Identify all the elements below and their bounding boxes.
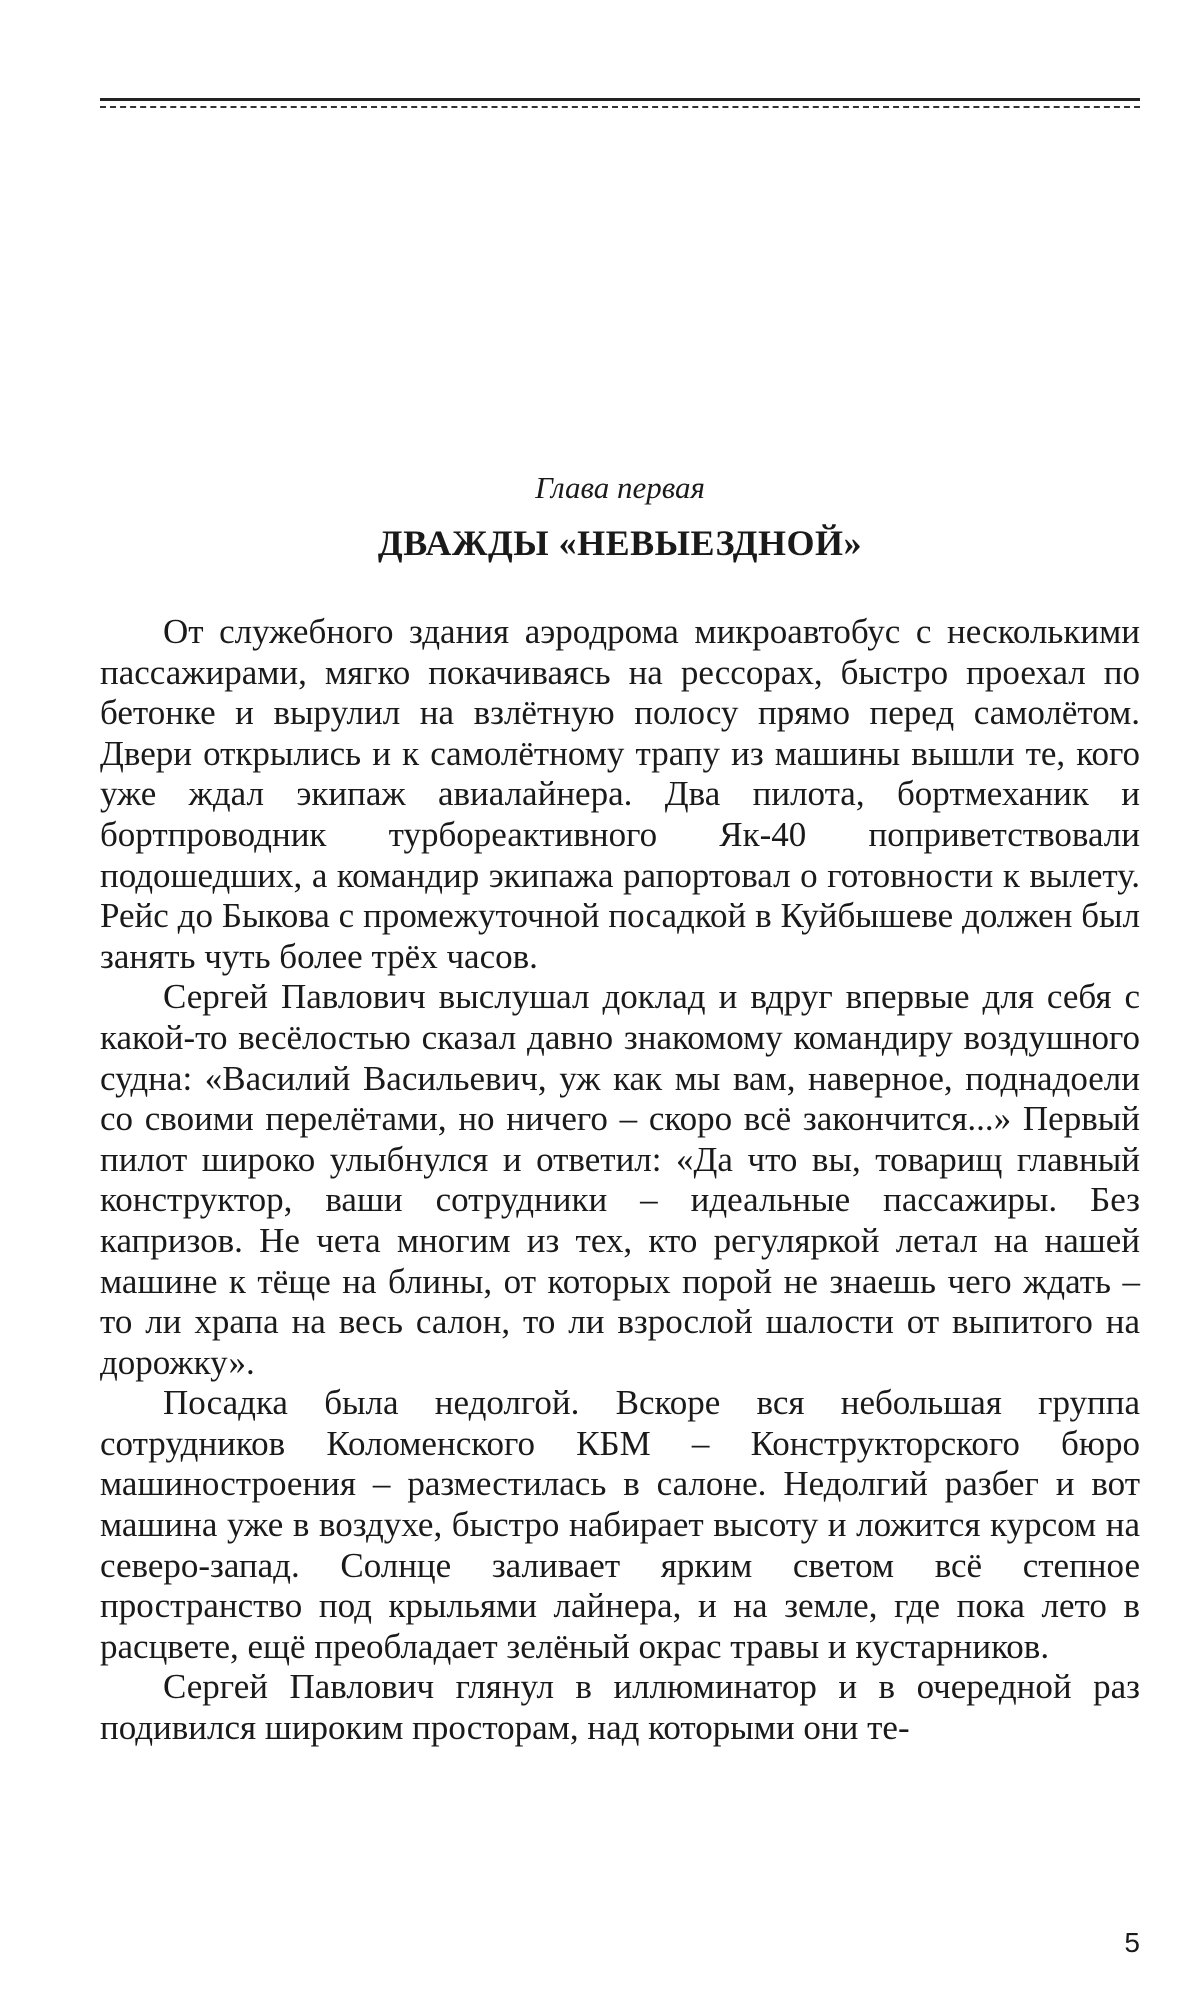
- paragraph: От служебного здания аэродрома микроавтобус с несколькими пассажирами, мягко покачиваясь на рессорах, быстро проехал по бетонке и вырулил на взлётную полосу прямо перед самолётом. Двери открылись и к самолётному трапу из машины вышли те, кого уже ждал экипаж авиалайнера. Два пилота, бортмеханик и бортпроводник турбореактивного Як-40 поприветствовали подошедших, а командир экипажа рапортовал о готовности к вылету. Рейс до Быкова с промежуточной посадкой в Куйбышеве должен был занять чуть более трёх часов.: [100, 612, 1140, 976]
- header-rule-thick: [100, 98, 1140, 101]
- header-rule: [100, 98, 1140, 108]
- text-body: [100, 612, 1140, 1749]
- paragraph: Сергей Павлович глянул в иллюминатор и в очередной раз подивился широким просторам, над которыми они те-: [100, 1667, 1140, 1748]
- paragraph: Сергей Павлович выслушал доклад и вдруг впервые для себя с какой-то весёлостью сказал давно знакомому командиру воздушного судна: «Василий Васильевич, уж как мы вам, наверное, поднадоели со своими перелётами, но ничего – скоро всё закончится...» Первый пилот широко улыбнулся и ответил: «Да что вы, товарищ главный конструктор, ваши сотрудники – идеальные пассажиры. Без капризов. Не чета многим из тех, кто регуляркой летал на нашей машине к тёще на блины, от которых порой не знаешь чего ждать – то ли храпа на весь салон, то ли взрослой шалости от выпитого на дорожку».: [100, 977, 1140, 1382]
- header-rule-dashed: [100, 106, 1140, 108]
- chapter-label: Глава первая: [535, 470, 705, 505]
- paragraph: Посадка была недолгой. Вскоре вся небольшая группа сотрудников Коломенского КБМ – Конструкторского бюро машиностроения – разместилась в салоне. Недолгий разбег и вот машина уже в воздухе, быстро набирает высоту и ложится курсом на северо-запад. Солнце заливает ярким светом всё степное пространство под крыльями лайнера, и на земле, где пока лето в расцвете, ещё преобладает зелёный окрас травы и кустарников.: [100, 1383, 1140, 1666]
- page-number: 5: [1124, 1927, 1140, 1958]
- chapter-title: ДВАЖДЫ «НЕВЫЕЗДНОЙ»: [377, 523, 863, 563]
